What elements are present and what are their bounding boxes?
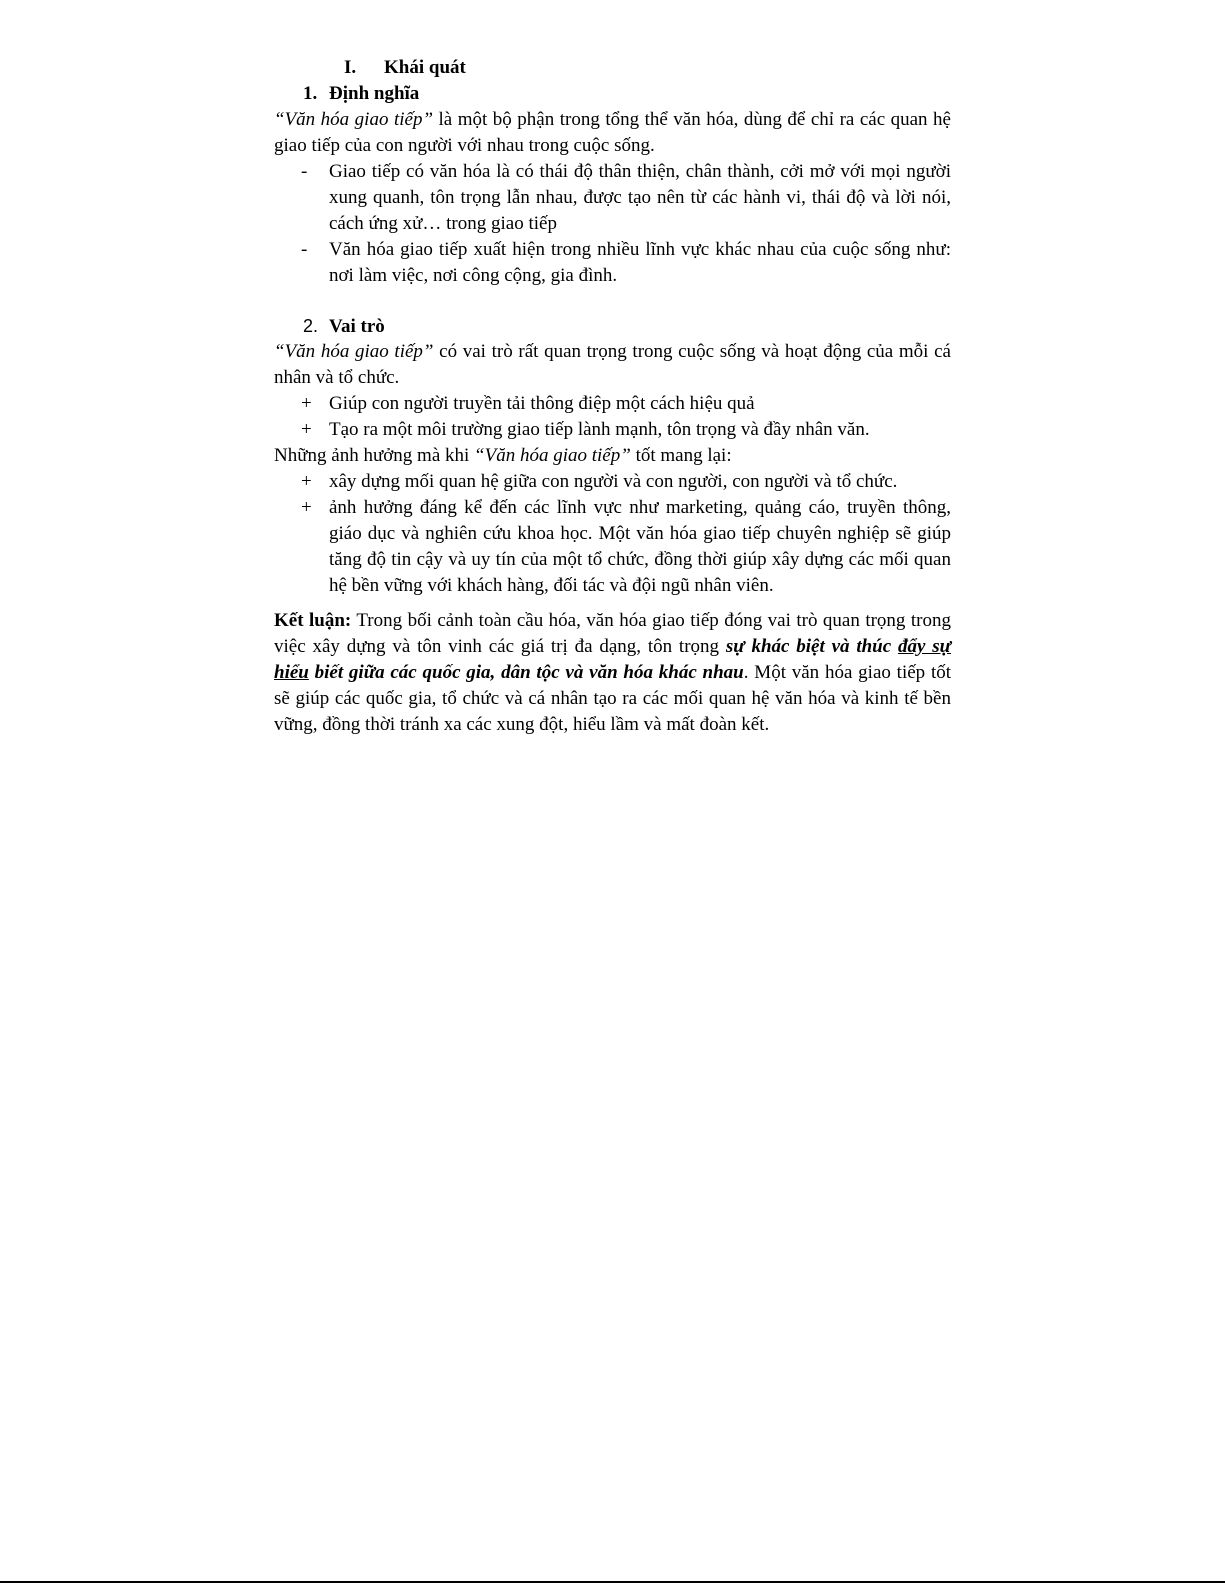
plus-bullet: + <box>301 419 312 440</box>
impact-intro <box>274 443 951 469</box>
list-item <box>274 495 951 599</box>
definition-number: 1. <box>303 83 318 104</box>
plus-bullet: + <box>301 471 312 492</box>
list-item <box>274 469 951 495</box>
plus-bullet: + <box>301 497 312 518</box>
role-title: Vai trò <box>329 316 385 337</box>
impact-pre-text: Những ảnh hưởng mà khi <box>274 445 475 466</box>
role-list <box>274 391 951 443</box>
page-bottom-border <box>0 1581 1225 1583</box>
list-item <box>274 417 951 443</box>
role-intro <box>274 339 951 391</box>
role-number: 2. <box>303 316 319 336</box>
section-title: Khái quát <box>384 57 466 78</box>
document-page <box>274 55 951 738</box>
list-item <box>274 159 951 237</box>
conclusion-emphasis-2: biết giữa các quốc gia, dân tộc và văn hóa khác nhau <box>308 662 744 683</box>
conclusion-text-1: Trong bối cảnh toàn cầu hóa, văn hóa giao tiếp đóng vai trò quan trọng trong việc xây dựng và tôn vinh các giá trị đa dạng, tôn trọng <box>274 610 951 657</box>
impact-term: “Văn hóa giao tiếp” <box>474 445 631 466</box>
definition-title: Định nghĩa <box>329 83 420 104</box>
impact-list <box>274 469 951 599</box>
definition-heading <box>303 81 951 107</box>
list-item-text: Giao tiếp có văn hóa là có thái độ thân thiện, chân thành, cởi mở với mọi người xung quanh, tôn trọng lẫn nhau, được tạo nên từ các hành vi, thái độ và lời nói, cách ứng xử… trong giao tiếp <box>329 161 951 234</box>
list-item <box>274 391 951 417</box>
dash-bullet: - <box>301 239 308 260</box>
conclusion-text-2: . Một văn hóa giao tiếp tốt sẽ giúp các quốc gia, tổ chức và cá nhân tạo ra các mối quan hệ văn hóa và kinh tế bền vững, đồng thời tránh xa các xung đột, hiểu lầm và mất đoàn kết. <box>274 662 951 735</box>
list-item <box>274 237 951 289</box>
list-item-text: Văn hóa giao tiếp xuất hiện trong nhiều lĩnh vực khác nhau của cuộc sống như: nơi làm việc, nơi công cộng, gia đình. <box>329 239 951 286</box>
conclusion-label: Kết luận: <box>274 610 352 631</box>
definition-intro-text: là một bộ phận trong tổng thể văn hóa, dùng để chỉ ra các quan hệ giao tiếp của con người với nhau trong cuộc sống. <box>274 109 951 156</box>
list-item-text: ảnh hưởng đáng kể đến các lĩnh vực như marketing, quảng cáo, truyền thông, giáo dục và nghiên cứu khoa học. Một văn hóa giao tiếp chuyên nghiệp sẽ giúp tăng độ tin cậy và uy tín của một tổ chức, đồng thời giúp xây dựng các mối quan hệ bền vững với khách hàng, đối tác và đội ngũ nhân viên. <box>329 497 951 596</box>
conclusion-emphasis-1: sự khác biệt và thúc <box>725 636 898 657</box>
role-term: “Văn hóa giao tiếp” <box>274 341 434 362</box>
conclusion-paragraph <box>274 608 951 738</box>
definition-term: “Văn hóa giao tiếp” <box>274 109 434 130</box>
list-item-text: Tạo ra một môi trường giao tiếp lành mạnh, tôn trọng và đầy nhân văn. <box>329 419 870 440</box>
definition-intro <box>274 107 951 159</box>
dash-bullet: - <box>301 161 308 182</box>
impact-post-text: tốt mang lại: <box>630 445 732 466</box>
section-number: I. <box>344 57 357 78</box>
role-heading <box>303 313 951 339</box>
conclusion-emphasis-underlined: đẩy sự hiểu <box>274 636 952 683</box>
section-heading <box>344 55 951 81</box>
role-intro-text: có vai trò rất quan trọng trong cuộc sống và hoạt động của mỗi cá nhân và tổ chức. <box>274 341 951 388</box>
list-item-text: Giúp con người truyền tải thông điệp một cách hiệu quả <box>329 393 755 414</box>
plus-bullet: + <box>301 393 312 414</box>
list-item-text: xây dựng mối quan hệ giữa con người và con người, con người và tổ chức. <box>329 471 898 492</box>
definition-list <box>274 159 951 289</box>
